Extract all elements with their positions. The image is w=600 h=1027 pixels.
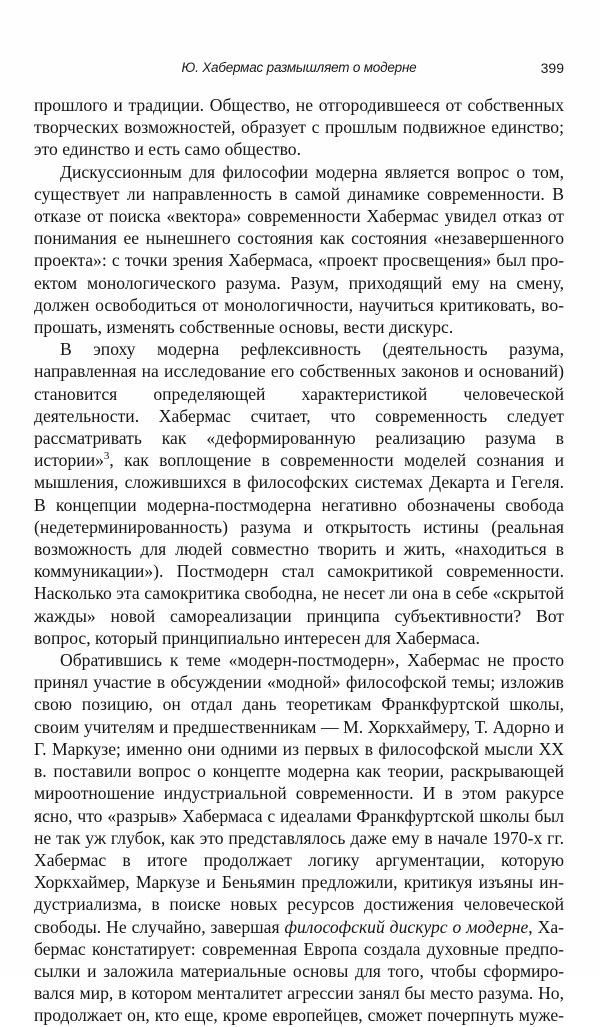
italic-work-title: философский дискурс о модерне [284,916,529,937]
footnote-reference: 3 [103,450,110,463]
running-head [34,60,564,82]
body-text [34,94,564,1027]
paragraph-3-text-b: , как воплощение в современности моделей сознания и мышления, сложившихся в философских системах Декарта и Гегеля. В концепции модерна-постмодерна негативно обозначены свобода (недетерминированность) разума и открытость истины (реальная возможность для людей совместно творить и жить, «находиться в коммуникации»). Постмодерн стал самокритикой современности. Насколько эта самокритика свободна, не несет ли она в себе «скрытой жажды» новой самореализации принципа субъективности? Вот вопрос, который принципиально интересен для Хабермаса. [34,450,564,648]
paragraph-2: Дискуссионным для философии модерна является вопрос о том, существует ли направленность в самой динамике современности. В отказе от поиска «вектора» современности Хабермас увидел отказ от понимания ее нынешнего состояния как состояния «незавершенного проекта»: с точки зрения Хабермаса, «проект просвещения» был проектом монологического разума. Разум, приходящий ему на смену, должен освободиться от монологичности, научиться критиковать, вопрошать, изменять собственные основы, вести дискурс. [34,161,564,338]
paragraph-3 [34,338,564,649]
paragraph-1: прошлого и традиции. Общество, не отгородившееся от собственных творческих возможностей, образует с прошлым подвижное единство; это единство и есть само общество. [34,95,564,160]
running-title: Ю. Хабермас размышляет о модерне [181,60,417,75]
paragraph-4 [34,649,564,1026]
paragraph-3-text-a: В эпоху модерна рефлексивность (деятельность разума, направленная на исследование его собственных законов и оснований) становится определяющей характеристикой человеческой деятельности. Хабермас считает, что современность следует рассматривать как «деформированную реализацию разума в истории» [34,339,564,471]
page-number: 399 [540,60,564,76]
paragraph-4-text-b: , Хабермас констатирует: современная Европа создала духовные предпосылки и заложила материальные основы для того, чтобы сформировался мир, в котором менталитет агрессии занял бы место разума. Но, продолжает он, кто еще, кроме европейцев, сможет почерпнуть муже- [34,916,564,1026]
paragraph-4-text-a: Обратившись к теме «модерн-постмодерн», Хабермас не просто принял участие в обсуждении «модной» философской темы; изложив свою позицию, он отдал дань теоретикам Франкфуртской школы, своим учителям и предшественникам — М. Хоркхаймеру, Т. Адорно и Г. Маркузе; именно они одними из первых в философской мысли XX в. поставили вопрос о концепте модерна как теории, раскрывающей мироотношение индустриальной современности. И в этом ракурсе ясно, что «разрыв» Хабермаса с идеалами Франкфуртской школы был не так уж глубок, как это представлялось даже ему в начале 1970-х гг. Хабермас в итоге продолжает логику аргументации, которую Хоркхаймер, Маркузе и Беньямин предложили, критикуя изъяны индустриализма, в поиске новых ресурсов достижения человеческой свободы. Не случайно, завершая [34,650,564,937]
